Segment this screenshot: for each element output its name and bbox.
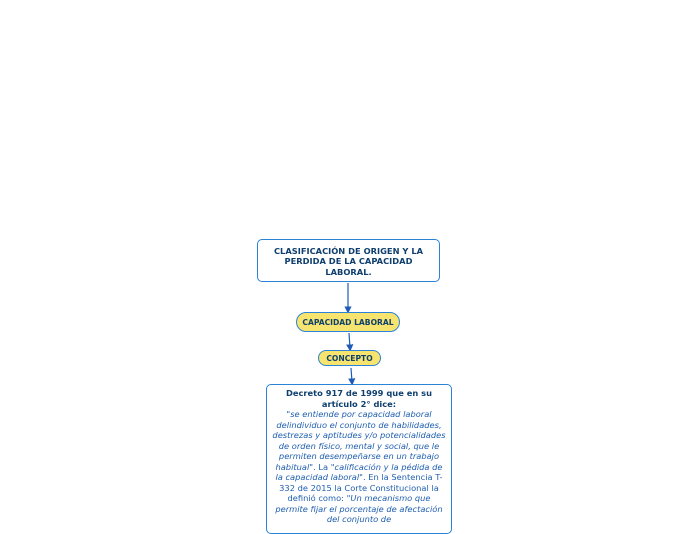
concept-detail-node[interactable] bbox=[266, 384, 452, 534]
detail-text-sentencia: . En la Sentencia T-332 de 2015 la Corte Constitucional la definió como: bbox=[279, 472, 443, 503]
detail-quote-mecanismo: "Un mecanismo que permite fijar el porcentaje de afectación del conjunto de bbox=[275, 493, 443, 524]
detail-heading: Decreto 917 de 1999 que en su artículo 2° dice: bbox=[286, 388, 432, 409]
capacidad-laboral-node[interactable] bbox=[296, 312, 400, 332]
capacidad-laboral-label: CAPACIDAD LABORAL bbox=[302, 317, 394, 327]
connector-concepto-to-detail bbox=[351, 368, 352, 382]
detail-text-connector: . La bbox=[313, 461, 331, 472]
concepto-label: CONCEPTO bbox=[326, 353, 373, 363]
detail-quote-calificacion: "calificación y la pédida de la capacidad laboral" bbox=[275, 461, 443, 482]
root-topic-label: CLASIFICACIÓN DE ORIGEN Y LA PERDIDA DE LA CAPACIDAD LABORAL. bbox=[273, 246, 424, 277]
detail-quote-definition: "se entiende por capacidad laboral delindividuo el conjunto de habilidades, destrezas y aptitudes y/o potencialidades de orden físico, mental y social, que le permiten desempeñarse en un trabajo habitual" bbox=[272, 409, 446, 472]
root-topic-node[interactable] bbox=[257, 239, 440, 282]
detail-body bbox=[271, 409, 447, 525]
connector-capacidad-to-concepto bbox=[349, 333, 350, 348]
concepto-node[interactable] bbox=[318, 350, 381, 366]
